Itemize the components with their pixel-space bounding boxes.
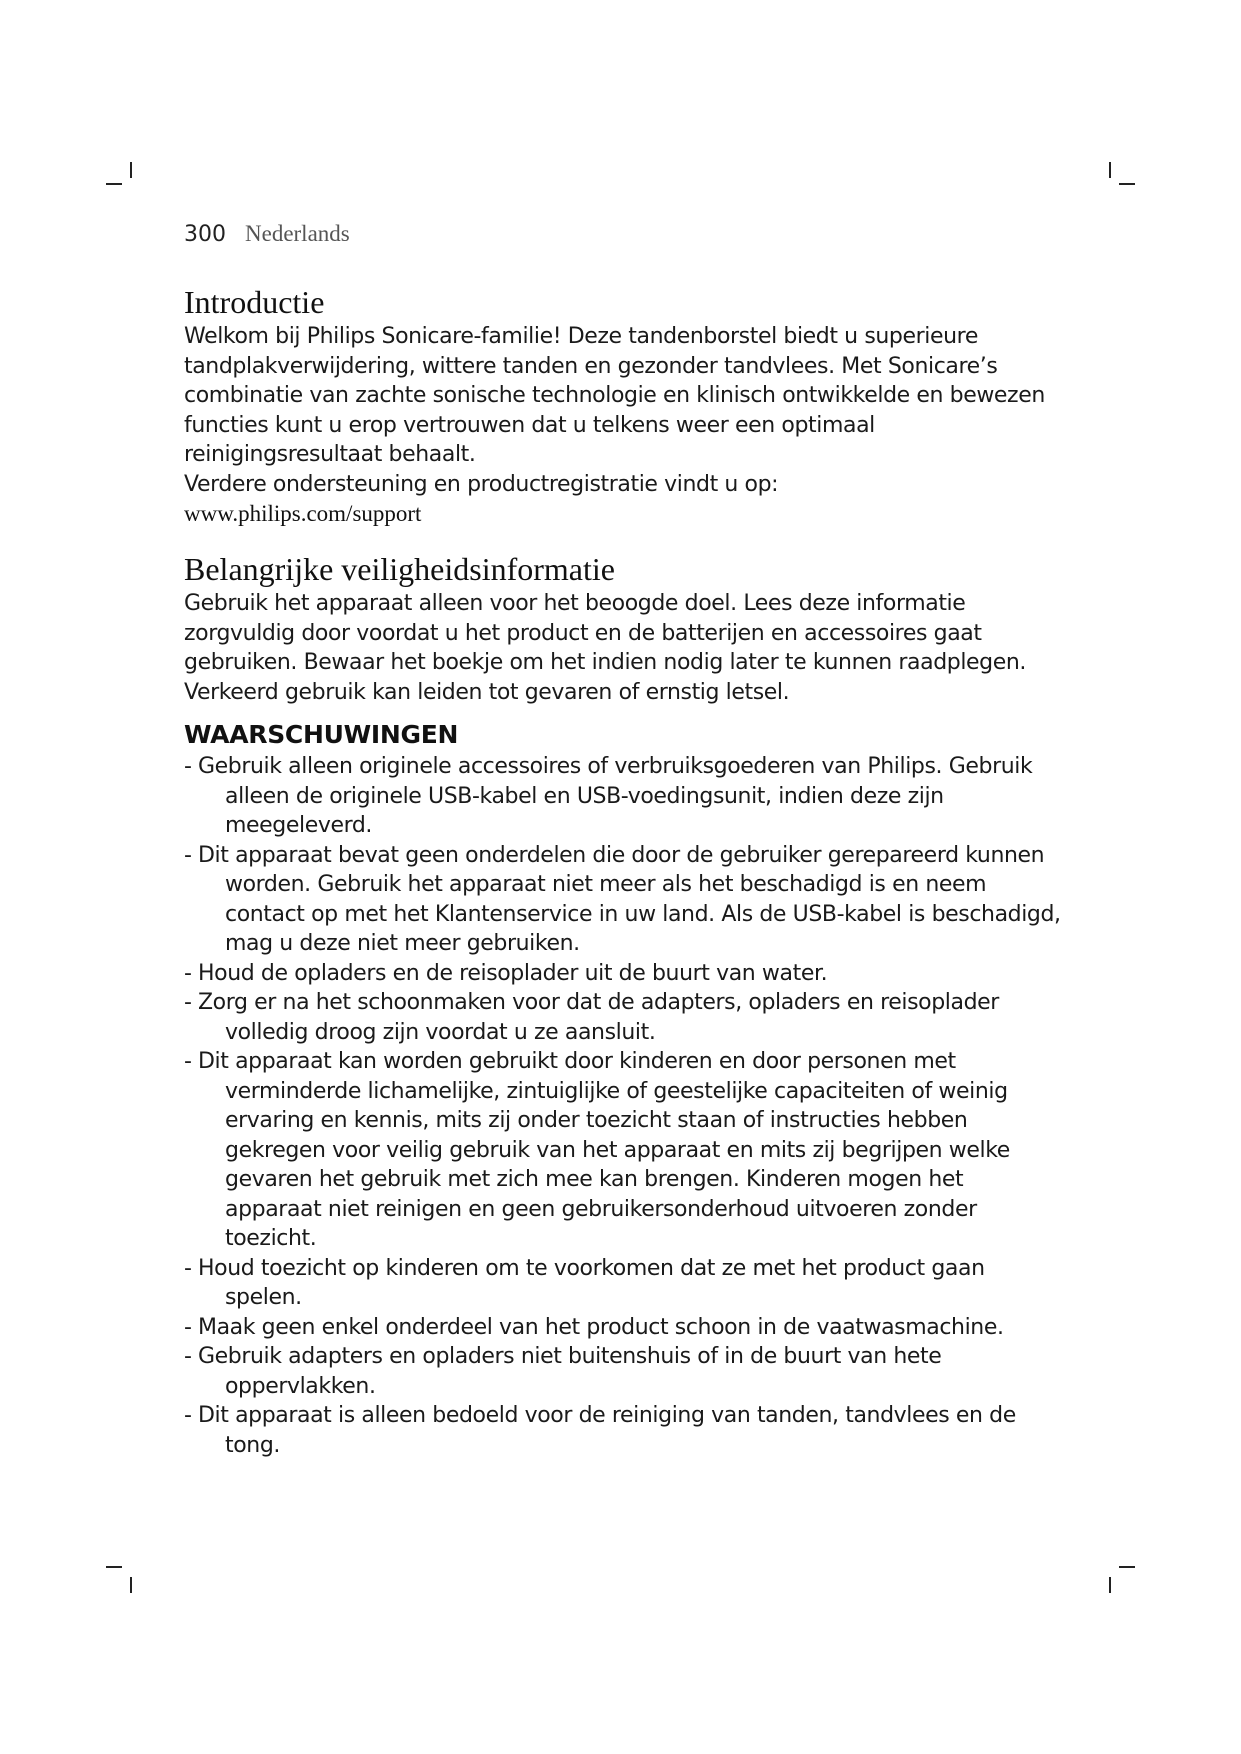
support-link[interactable]: www.philips.com/support (184, 501, 422, 526)
crop-mark-br-h (1119, 1566, 1135, 1568)
running-header (184, 221, 350, 247)
bullet-dash: - (184, 1255, 192, 1281)
crop-mark-bl-v (130, 1577, 132, 1593)
warning-text: Dit apparaat bevat geen onderdelen die door de gebruiker gerepareerd kunnen worden. Gebruik het apparaat niet meer als het beschadigd is en neem contact op met het Klantenservice in uw land. Als de USB-kabel is beschadigd, mag u deze niet meer gebruiken. (198, 842, 1061, 956)
bullet-dash: - (184, 1314, 192, 1340)
intro-heading: Introductie (184, 284, 325, 320)
bullet-dash: - (184, 960, 192, 986)
warning-item (184, 959, 1064, 989)
warning-text: Gebruik alleen originele accessoires of verbruiksgoederen van Philips. Gebruik alleen de originele USB-kabel en USB-voedingsunit, indien deze zijn meegeleverd. (198, 754, 1033, 838)
warning-item (184, 1047, 1064, 1254)
bullet-dash: - (184, 754, 192, 779)
warning-text: Zorg er na het schoonmaken voor dat de adapters, opladers en reisoplader volledig droog zijn voordat u ze aansluit. (198, 990, 999, 1045)
bullet-dash: - (184, 842, 192, 868)
warning-item (184, 1401, 1064, 1460)
intro-body: Welkom bij Philips Sonicare-familie! Deze tandenborstel biedt u superieure tandplakverwijdering, wittere tanden en gezonder tandvlees. Met Sonicare’s combinatie van zachte sonische technologie en klinisch ontwikkelde en bewezen functies kunt u erop vertrouwen dat u telkens weer een optimaal reinigingsresultaat behaalt. (184, 324, 1045, 467)
warnings-section (184, 718, 1064, 1460)
bullet-dash: - (184, 990, 192, 1015)
crop-mark-tl-v (130, 162, 132, 178)
crop-mark-tr-v (1109, 162, 1111, 178)
warning-text: Gebruik adapters en opladers niet buitenshuis of in de buurt van hete oppervlakken. (198, 1344, 942, 1399)
bullet-dash: - (184, 1403, 192, 1428)
bullet-dash: - (184, 1344, 192, 1369)
warning-text: Dit apparaat kan worden gebruikt door kinderen en door personen met verminderde lichamelijke, zintuiglijke of geestelijke capaciteiten of weinig ervaring en kennis, mits zij onder toezicht staan of instructies hebben gekregen voor veilig gebruik van het apparaat en mits zij begrijpen welke gevaren het gebruik met zich mee kan brengen. Kinderen mogen het apparaat niet reinigen en geen gebruikersonderhoud uitvoeren zonder toezicht. (198, 1049, 1010, 1251)
crop-mark-bl-h (106, 1566, 122, 1568)
safety-heading: Belangrijke veiligheidsinformatie (184, 551, 615, 587)
warning-item (184, 841, 1064, 959)
support-text: Verdere ondersteuning en productregistratie vindt u op: (184, 471, 779, 497)
warning-item (184, 988, 1064, 1047)
main-content (184, 282, 1064, 1460)
intro-section (184, 282, 1064, 529)
warning-item (184, 1342, 1064, 1401)
language-label: Nederlands (245, 221, 350, 246)
warnings-list (184, 752, 1064, 1460)
page-number: 300 (184, 222, 226, 247)
warnings-heading: WAARSCHUWINGEN (184, 720, 459, 749)
crop-mark-tl-h (106, 183, 122, 185)
crop-mark-br-v (1109, 1577, 1111, 1593)
warning-text: Maak geen enkel onderdeel van het product schoon in de vaatwasmachine. (198, 1314, 1004, 1340)
safety-section (184, 549, 1064, 707)
warning-text: Houd toezicht op kinderen om te voorkomen dat ze met het product gaan spelen. (198, 1255, 985, 1310)
warning-item (184, 752, 1064, 841)
safety-body: Gebruik het apparaat alleen voor het beoogde doel. Lees deze informatie zorgvuldig door voordat u het product en de batterijen en accessoires gaat gebruiken. Bewaar het boekje om het indien nodig later te kunnen raadplegen. Verkeerd gebruik kan leiden tot gevaren of ernstig letsel. (184, 591, 1027, 705)
bullet-dash: - (184, 1049, 192, 1074)
warning-item (184, 1254, 1064, 1313)
warning-item (184, 1313, 1064, 1343)
crop-mark-tr-h (1119, 183, 1135, 185)
warning-text: Dit apparaat is alleen bedoeld voor de reiniging van tanden, tandvlees en de tong. (198, 1403, 1016, 1458)
warning-text: Houd de opladers en de reisoplader uit de buurt van water. (198, 960, 828, 986)
